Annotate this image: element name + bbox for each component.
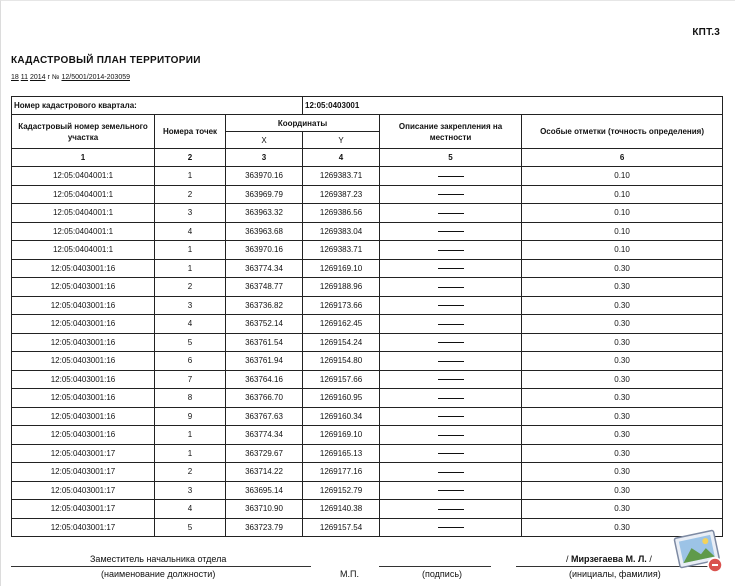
image-thumbnail-icon [668,525,726,575]
cell-parcel-number: 12:05:0404001:1 [12,167,155,186]
cell-parcel-number: 12:05:0403001:16 [12,333,155,352]
cell-point-number: 2 [155,278,226,297]
signature-block [11,551,722,586]
cell-description [380,204,522,223]
cell-coord-x: 363774.34 [226,426,303,445]
col-header-notes: Особые отметки (точность определения) [522,115,723,149]
cell-coord-x: 363963.68 [226,222,303,241]
cell-coord-x: 363695.14 [226,481,303,500]
cell-description [380,315,522,334]
column-number-cell: 2 [155,149,226,167]
cell-point-number: 4 [155,500,226,519]
cell-accuracy: 0.10 [522,222,723,241]
column-number-cell: 5 [380,149,522,167]
cell-coord-y: 1269383.04 [303,222,380,241]
document-title: КАДАСТРОВЫЙ ПЛАН ТЕРРИТОРИИ [11,55,201,66]
quarter-value: 12:05:0403001 [303,97,723,115]
cell-parcel-number: 12:05:0404001:1 [12,241,155,260]
cell-description [380,463,522,482]
cell-parcel-number: 12:05:0403001:17 [12,444,155,463]
cell-coord-y: 1269188.96 [303,278,380,297]
cell-coord-x: 363723.79 [226,518,303,537]
cell-accuracy: 0.30 [522,370,723,389]
cell-coord-x: 363736.82 [226,296,303,315]
cell-description [380,259,522,278]
cell-coord-y: 1269169.10 [303,259,380,278]
date-suffix: г № [47,74,60,81]
cell-coord-y: 1269154.80 [303,352,380,371]
cell-coord-y: 1269162.45 [303,315,380,334]
table-row [12,167,723,186]
blank-dash [438,287,464,288]
table-row [12,426,723,445]
header-row [12,115,723,132]
cell-point-number: 7 [155,370,226,389]
cell-parcel-number: 12:05:0403001:17 [12,463,155,482]
table-row [12,407,723,426]
cell-accuracy: 0.30 [522,500,723,519]
cell-point-number: 4 [155,222,226,241]
cell-parcel-number: 12:05:0403001:17 [12,500,155,519]
cell-description [380,407,522,426]
cell-coord-x: 363963.32 [226,204,303,223]
table-row [12,185,723,204]
cell-coord-x: 363766.70 [226,389,303,408]
cell-coord-y: 1269154.24 [303,333,380,352]
cell-coord-y: 1269160.34 [303,407,380,426]
col-header-y: Y [303,132,380,149]
cell-parcel-number: 12:05:0403001:16 [12,370,155,389]
cell-point-number: 3 [155,481,226,500]
table-row [12,259,723,278]
cell-description [380,426,522,445]
cell-description [380,167,522,186]
table-row [12,518,723,537]
table-row [12,278,723,297]
cell-coord-x: 363752.14 [226,315,303,334]
cell-point-number: 1 [155,167,226,186]
blank-dash [438,398,464,399]
table-row [12,204,723,223]
column-number-cell: 3 [226,149,303,167]
col-header-points: Номера точек [155,115,226,149]
date-month: 11 [20,74,29,81]
cell-point-number: 6 [155,352,226,371]
cell-coord-x: 363969.79 [226,185,303,204]
cell-coord-x: 363761.94 [226,352,303,371]
cell-coord-x: 363714.22 [226,463,303,482]
cell-accuracy: 0.30 [522,296,723,315]
blank-dash [438,324,464,325]
cell-coord-y: 1269177.16 [303,463,380,482]
table-row [12,352,723,371]
cell-coord-x: 363970.16 [226,167,303,186]
blank-dash [438,453,464,454]
cell-point-number: 2 [155,463,226,482]
cell-point-number: 1 [155,444,226,463]
cell-coord-y: 1269387.23 [303,185,380,204]
col-header-parcel: Кадастровый номер земельного участка [12,115,155,149]
table-row [12,463,723,482]
table-row [12,222,723,241]
cell-point-number: 3 [155,296,226,315]
cell-description [380,222,522,241]
name-prefix: / [566,554,569,564]
stamp-caption: М.П. [340,569,359,579]
cell-parcel-number: 12:05:0403001:16 [12,407,155,426]
cell-accuracy: 0.30 [522,481,723,500]
cell-coord-y: 1269386.56 [303,204,380,223]
cell-accuracy: 0.30 [522,407,723,426]
table-row [12,370,723,389]
cell-parcel-number: 12:05:0403001:16 [12,278,155,297]
cell-description [380,185,522,204]
column-number-cell: 4 [303,149,380,167]
table-row [12,241,723,260]
blank-dash [438,268,464,269]
quarter-row [12,97,723,115]
cell-accuracy: 0.30 [522,259,723,278]
cell-parcel-number: 12:05:0403001:16 [12,296,155,315]
cell-coord-y: 1269173.66 [303,296,380,315]
position-caption: (наименование должности) [101,569,216,579]
cell-accuracy: 0.30 [522,463,723,482]
cell-accuracy: 0.30 [522,278,723,297]
signature-line [379,566,491,567]
cell-coord-x: 363764.16 [226,370,303,389]
table-row [12,296,723,315]
cell-parcel-number: 12:05:0403001:16 [12,259,155,278]
cell-description [380,352,522,371]
name-group [566,554,652,564]
signature-caption: (подпись) [422,569,463,579]
cell-parcel-number: 12:05:0403001:17 [12,481,155,500]
cell-coord-y: 1269140.38 [303,500,380,519]
cell-point-number: 1 [155,259,226,278]
blank-dash [438,213,464,214]
cell-point-number: 2 [155,185,226,204]
cell-description [380,278,522,297]
cell-description [380,444,522,463]
blank-dash [438,176,464,177]
cell-description [380,241,522,260]
cell-coord-y: 1269165.13 [303,444,380,463]
cell-coord-y: 1269169.10 [303,426,380,445]
cell-parcel-number: 12:05:0403001:16 [12,389,155,408]
cell-description [380,481,522,500]
name-suffix: / [649,554,652,564]
cell-description [380,518,522,537]
cell-parcel-number: 12:05:0403001:16 [12,426,155,445]
cell-parcel-number: 12:05:0403001:17 [12,518,155,537]
cell-coord-x: 363748.77 [226,278,303,297]
cell-description [380,296,522,315]
cell-accuracy: 0.30 [522,333,723,352]
blank-dash [438,527,464,528]
col-header-coords: Координаты [226,115,380,132]
cell-parcel-number: 12:05:0404001:1 [12,204,155,223]
cell-coord-y: 1269383.71 [303,241,380,260]
cell-parcel-number: 12:05:0404001:1 [12,222,155,241]
blank-dash [438,509,464,510]
quarter-label: Номер кадастрового квартала: [12,97,303,115]
blank-dash [438,361,464,362]
cell-point-number: 3 [155,204,226,223]
cell-coord-y: 1269157.54 [303,518,380,537]
cell-point-number: 1 [155,426,226,445]
cell-point-number: 1 [155,241,226,260]
column-number-cell: 1 [12,149,155,167]
blank-dash [438,472,464,473]
cell-point-number: 8 [155,389,226,408]
table-row [12,389,723,408]
cell-coord-y: 1269383.71 [303,167,380,186]
cell-coord-y: 1269157.66 [303,370,380,389]
cell-point-number: 5 [155,333,226,352]
date-day: 18 [11,74,19,81]
blank-dash [438,231,464,232]
table-row [12,333,723,352]
table-row [12,481,723,500]
cell-accuracy: 0.10 [522,241,723,260]
blank-dash [438,342,464,343]
cell-coord-x: 363761.54 [226,333,303,352]
cell-accuracy: 0.30 [522,518,723,537]
cell-accuracy: 0.30 [522,444,723,463]
cell-parcel-number: 12:05:0404001:1 [12,185,155,204]
cell-point-number: 4 [155,315,226,334]
position-line [11,566,311,567]
table-row [12,315,723,334]
cell-accuracy: 0.10 [522,204,723,223]
table-row [12,444,723,463]
name-value: Мирзегаева М. Л. [571,554,647,564]
blank-dash [438,416,464,417]
position-value: Заместитель начальника отдела [90,554,227,564]
blank-dash [438,305,464,306]
cell-accuracy: 0.10 [522,167,723,186]
column-number-cell: 6 [522,149,723,167]
blank-dash [438,194,464,195]
blank-dash [438,379,464,380]
cell-coord-x: 363970.16 [226,241,303,260]
cell-parcel-number: 12:05:0403001:16 [12,315,155,334]
cell-accuracy: 0.30 [522,426,723,445]
cell-coord-x: 363729.67 [226,444,303,463]
cell-point-number: 9 [155,407,226,426]
col-header-description: Описание закрепления на местности [380,115,522,149]
blank-dash [438,435,464,436]
cell-coord-x: 363774.34 [226,259,303,278]
cell-point-number: 5 [155,518,226,537]
cell-accuracy: 0.10 [522,185,723,204]
form-code: КПТ.3 [692,27,720,38]
table-body [12,167,723,537]
name-caption: (инициалы, фамилия) [569,569,661,579]
document-date-line [11,74,130,81]
coordinates-table [11,96,723,537]
cell-accuracy: 0.30 [522,352,723,371]
cell-description [380,500,522,519]
cell-accuracy: 0.30 [522,315,723,334]
cell-coord-y: 1269152.79 [303,481,380,500]
column-number-row [12,149,723,167]
cell-accuracy: 0.30 [522,389,723,408]
cell-description [380,333,522,352]
cell-coord-x: 363767.63 [226,407,303,426]
document-number: 12/5001/2014-203059 [61,74,130,81]
table-row [12,500,723,519]
cell-coord-x: 363710.90 [226,500,303,519]
date-year: 2014 [29,74,46,81]
blank-dash [438,490,464,491]
blank-dash [438,250,464,251]
cell-coord-y: 1269160.95 [303,389,380,408]
col-header-x: X [226,132,303,149]
cell-description [380,370,522,389]
cell-description [380,389,522,408]
cell-parcel-number: 12:05:0403001:16 [12,352,155,371]
